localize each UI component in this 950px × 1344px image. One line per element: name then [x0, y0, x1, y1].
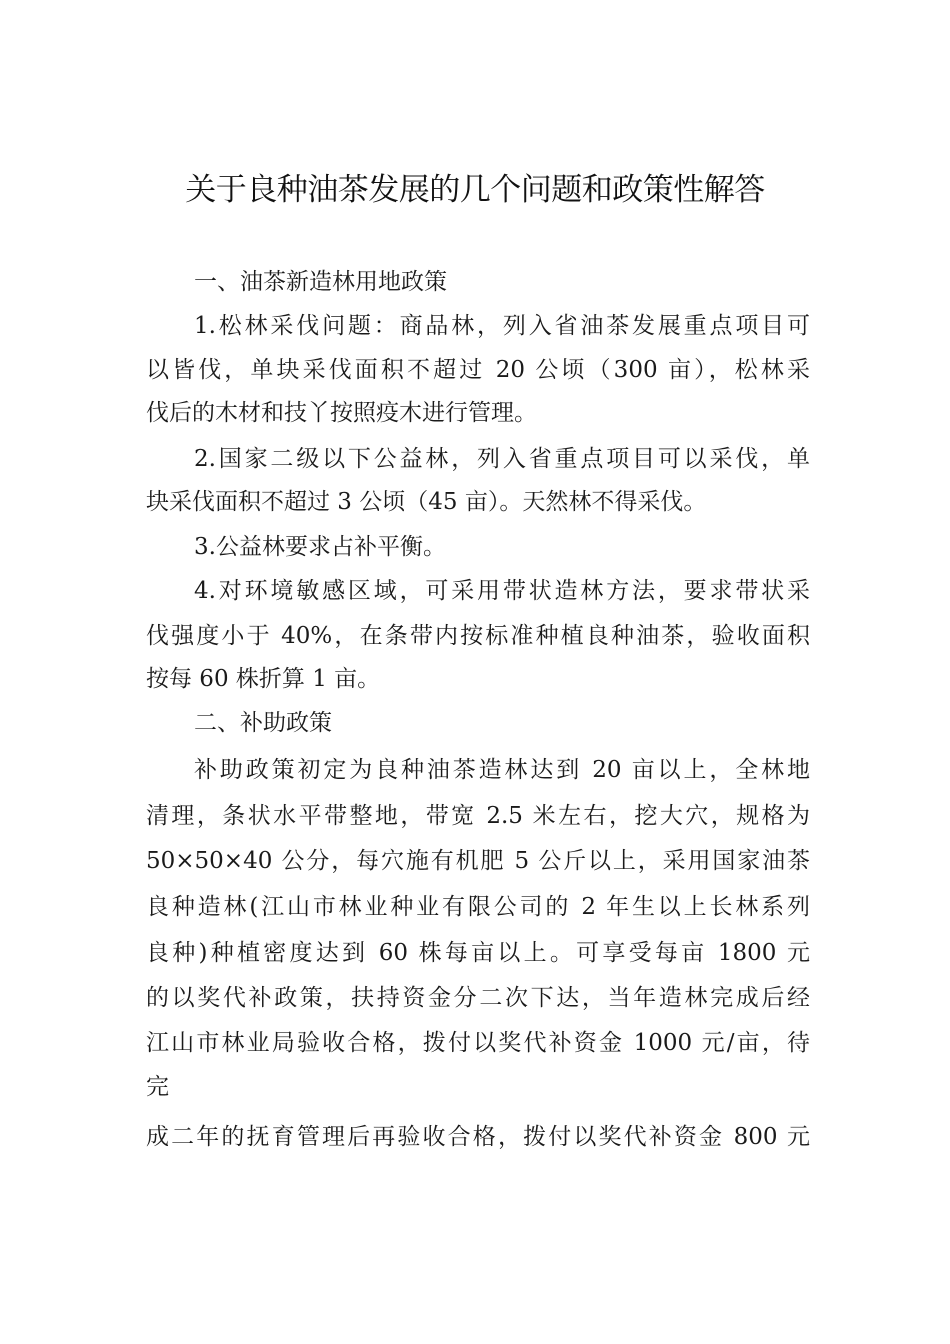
section-heading-subsidy-policy: 二、补助政策 — [194, 710, 332, 736]
paragraph-line: 50×50×40 公分，每穴施有机肥 5 公斤以上，采用国家油茶 — [146, 848, 810, 874]
paragraph-line: 1.松林采伐问题：商品林，列入省油茶发展重点项目可 — [194, 313, 810, 339]
paragraph-line: 清理，条状水平带整地，带宽 2.5 米左右，挖大穴，规格为 — [146, 803, 810, 829]
paragraph-line: 块采伐面积不超过 3 公顷（45 亩）。天然林不得采伐。 — [146, 489, 707, 515]
paragraph-line: 补助政策初定为良种油茶造林达到 20 亩以上，全林地 — [194, 757, 810, 783]
paragraph-line: 以皆伐，单块采伐面积不超过 20 公顷（300 亩），松林采 — [146, 357, 810, 383]
paragraph-line: 2.国家二级以下公益林，列入省重点项目可以采伐，单 — [194, 446, 810, 472]
paragraph-line: 良种造林(江山市林业种业有限公司的 2 年生以上长林系列 — [146, 894, 810, 920]
document-title: 关于良种油茶发展的几个问题和政策性解答 — [185, 172, 765, 208]
paragraph-line: 3.公益林要求占补平衡。 — [194, 534, 446, 560]
paragraph-line: 伐强度小于 40%，在条带内按标准种植良种油茶，验收面积 — [146, 623, 810, 649]
paragraph-line: 的以奖代补政策，扶持资金分二次下达，当年造林完成后经 — [146, 985, 810, 1011]
paragraph-line: 成二年的抚育管理后再验收合格，拨付以奖代补资金 800 元 — [146, 1124, 810, 1150]
paragraph-line: 伐后的木材和技丫按照疫木进行管理。 — [146, 400, 537, 426]
paragraph-line: 良种)种植密度达到 60 株每亩以上。可享受每亩 1800 元 — [146, 940, 810, 966]
paragraph-line: 按每 60 株折算 1 亩。 — [146, 666, 381, 692]
section-heading-land-policy: 一、油茶新造林用地政策 — [194, 269, 447, 295]
paragraph-line: 4.对环境敏感区域，可采用带状造林方法，要求带状采 — [194, 578, 810, 604]
paragraph-line: 江山市林业局验收合格，拨付以奖代补资金 1000 元/亩，待 — [146, 1030, 810, 1056]
paragraph-line: 完 — [146, 1074, 169, 1100]
